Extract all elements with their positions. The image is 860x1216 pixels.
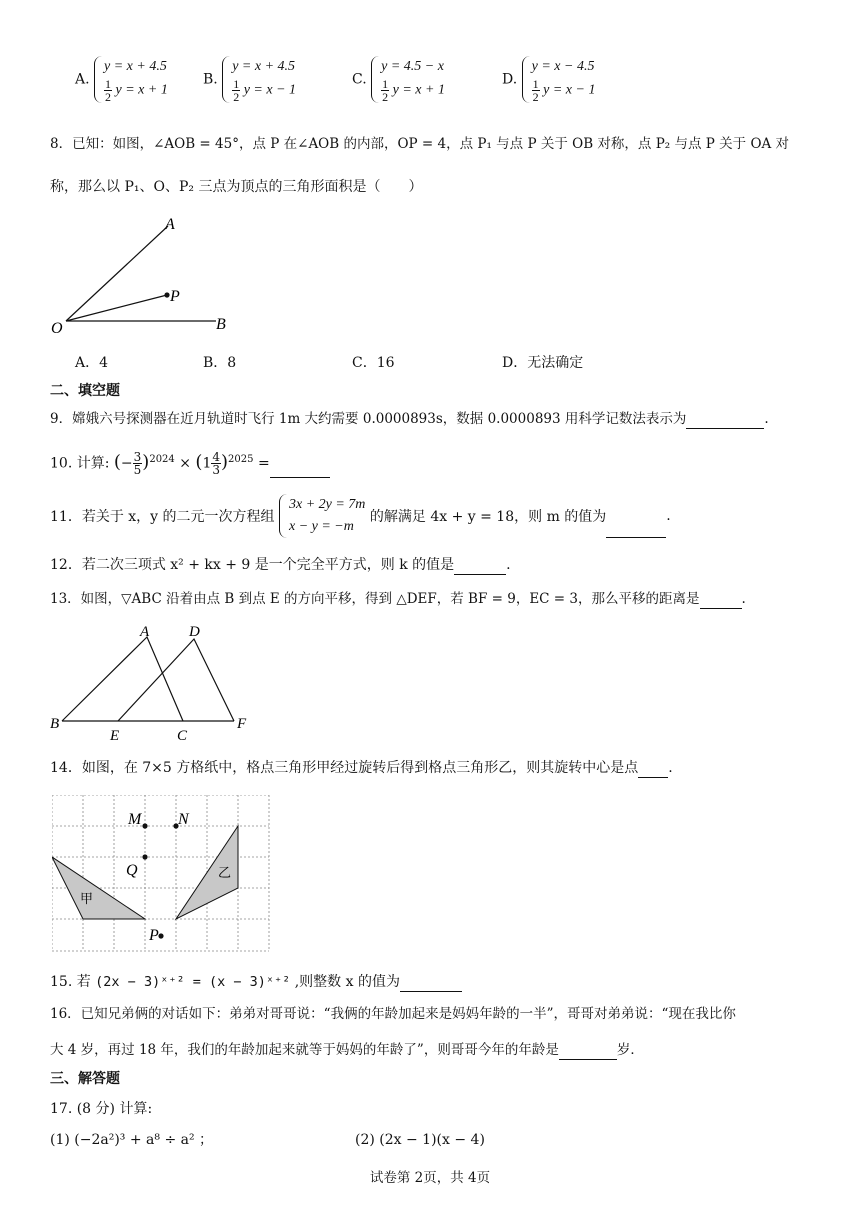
numerator: 1 — [105, 77, 112, 91]
label-m: M — [128, 811, 142, 828]
label-yi: 乙 — [218, 866, 232, 881]
option-a-q8: A．4 — [75, 355, 109, 371]
answer-blank[interactable] — [686, 428, 764, 429]
equation: y = x − 4.5 — [531, 59, 595, 74]
segment-op — [66, 295, 167, 321]
equation: y = 4.5 − x — [381, 59, 444, 74]
answer-blank[interactable] — [606, 537, 666, 538]
question-9: 9．嫦娥六号探测器在近月轨道时飞行 1m 大约需要 0.0000893s，数据 0.0000893 用科学记数法表示为 . — [50, 411, 769, 427]
question-15 — [50, 972, 462, 992]
question-prefix: 15. 若 — [50, 974, 91, 990]
answer-blank[interactable] — [400, 991, 462, 992]
label-o: O — [51, 320, 63, 337]
equation — [532, 78, 596, 103]
exponent: 2024 — [149, 454, 175, 465]
label-q: Q — [126, 862, 138, 879]
label-a: A — [140, 624, 150, 640]
equation-system — [279, 494, 365, 538]
label-b: B — [50, 716, 60, 732]
question-text: 11．若关于 x，y 的二元一次方程组 — [50, 509, 275, 525]
point-q — [142, 854, 147, 859]
angle-figure — [48, 213, 248, 338]
question-8-line1: 8．已知：如图，∠AOB = 45°，点 P 在∠AOB 的内部，OP = 4，点 P₁ 与点 P 关于 OB 对称，点 P₂ 与点 P 关于 OA 对 — [50, 136, 790, 152]
question-prefix: 10. 计算: — [50, 455, 110, 472]
question-10: 10. 计算: (− $\frac{3}{5}$ )$^{2024}$ × (1 $\frac{4}{3}$ )$^{2025}$ = — [50, 446, 330, 478]
question-11: 11．若关于 x，y 的二元一次方程组 3x + 2y = 7m x − y = −m 的解满足 4x + y = 18，则 m 的值为 . — [50, 494, 671, 538]
question-text: 大 4 岁，再过 18 年，我们的年龄加起来就等于妈妈的年龄了”，则哥哥今年的年龄是 — [50, 1042, 559, 1058]
label-p: P — [170, 288, 180, 305]
question-text: 9．嫦娥六号探测器在近月轨道时飞行 1m 大约需要 0.0000893s，数据 0.0000893 用科学记数法表示为 — [50, 411, 687, 427]
label-d: D — [189, 624, 200, 640]
equation-text: y = x + 1 — [115, 82, 168, 98]
answer-blank[interactable] — [559, 1059, 617, 1060]
point-p — [158, 933, 163, 938]
option-a-q7 — [75, 56, 168, 103]
equation — [232, 78, 296, 103]
equation-text: y = x − 1 — [243, 82, 297, 98]
label-e: E — [110, 728, 120, 744]
option-b-q7 — [203, 56, 296, 103]
question-17-title: 17. (8 分) 计算: — [50, 1101, 153, 1117]
numerator: 1 — [532, 77, 539, 91]
option-label: D. — [502, 71, 518, 88]
ray-oa — [66, 226, 168, 321]
equation: (2x − 3)ˣ⁺² = (x − 3)ˣ⁺² — [95, 974, 291, 990]
label-jia: 甲 — [80, 892, 94, 907]
equation-system — [94, 56, 168, 103]
label-n: N — [178, 811, 189, 828]
numerator: 1 — [233, 77, 240, 91]
denominator: 2 — [532, 90, 539, 104]
grid-figure — [52, 795, 274, 955]
exponent: 2025 — [228, 454, 254, 465]
question-text: 14．如图，在 7×5 方格纸中，格点三角形甲经过旋转后得到格点三角形乙，则其旋转中心是点 — [50, 760, 639, 776]
equation: y = x + 4.5 — [232, 59, 296, 74]
triangle-def — [118, 639, 234, 721]
denominator: 2 — [233, 90, 240, 104]
question-12: 12．若二次三项式 x² + kx + 9 是一个完全平方式，则 k 的值是 . — [50, 557, 511, 573]
question-17-part1: (1) (−2a²)³ + a⁸ ÷ a² ； — [50, 1132, 214, 1148]
section-title-answer: 三、解答题 — [50, 1071, 120, 1087]
equation: y = x + 4.5 — [104, 59, 167, 74]
answer-blank[interactable] — [270, 477, 330, 478]
question-8-line2: 称，那么以 P₁、O、P₂ 三点为顶点的三角形面积是（ ） — [50, 179, 423, 195]
answer-blank[interactable] — [638, 777, 668, 778]
equation — [104, 78, 168, 103]
unit-text: 岁． — [616, 1042, 644, 1058]
equation-system — [371, 56, 445, 103]
equation: 3x + 2y = 7m — [288, 497, 366, 512]
question-13: 13．如图，▽ABC 沿着由点 B 到点 E 的方向平移，得到 △DEF，若 BF = 9，EC = 3，那么平移的距离是 . — [50, 591, 746, 607]
question-text: 12．若二次三项式 x² + kx + 9 是一个完全平方式，则 k 的值是 — [50, 557, 455, 573]
equation-text: y = x − 1 — [543, 82, 596, 98]
option-label: C. — [352, 71, 367, 88]
point-p — [164, 292, 169, 297]
option-label: A. — [75, 71, 90, 88]
denominator: 2 — [105, 90, 112, 104]
option-label: B. — [203, 71, 218, 88]
equation-text: y = x + 1 — [392, 82, 445, 98]
triangle-abc — [62, 637, 183, 721]
question-14: 14．如图，在 7×5 方格纸中，格点三角形甲经过旋转后得到格点三角形乙，则其旋转中心是点 . — [50, 760, 673, 776]
label-f: F — [237, 716, 247, 732]
equation-system — [522, 56, 596, 103]
equals-sign: = — [257, 455, 270, 472]
option-d-q7 — [502, 56, 595, 103]
answer-blank[interactable] — [700, 608, 742, 609]
option-b-q8: B．8 — [203, 355, 237, 371]
question-text: ,则整数 x 的值为 — [294, 974, 400, 990]
label-a: A — [165, 216, 175, 233]
equation: x − y = −m — [288, 519, 354, 534]
question-16-line1: 16．已知兄弟俩的对话如下：弟弟对哥哥说：“我俩的年龄加起来是妈妈年龄的一半”，哥哥对弟弟说：“现在我比你 — [50, 1006, 736, 1022]
question-17-part2: (2) (2x − 1)(x − 4) — [355, 1132, 485, 1148]
translation-figure — [48, 620, 263, 745]
question-text: 13．如图，▽ABC 沿着由点 B 到点 E 的方向平移，得到 △DEF，若 BF = 9，EC = 3，那么平移的距离是 — [50, 591, 700, 607]
page-footer: 试卷第 2页，共 4页 — [369, 1170, 491, 1186]
equation-system — [222, 56, 296, 103]
section-title-fill-in: 二、填空题 — [50, 383, 120, 399]
question-16-line2 — [50, 1040, 644, 1060]
numerator: 1 — [382, 77, 389, 91]
answer-blank[interactable] — [454, 574, 506, 575]
label-b: B — [216, 316, 226, 333]
option-c-q7 — [352, 56, 445, 103]
equation — [381, 78, 445, 103]
label-p: P — [149, 927, 159, 944]
question-text: 的解满足 4x + y = 18，则 m 的值为 — [369, 509, 607, 525]
point-m — [142, 823, 147, 828]
option-c-q8: C．16 — [352, 355, 395, 371]
option-d-q8: D．无法确定 — [502, 355, 584, 371]
label-c: C — [177, 728, 188, 744]
denominator: 2 — [382, 90, 389, 104]
